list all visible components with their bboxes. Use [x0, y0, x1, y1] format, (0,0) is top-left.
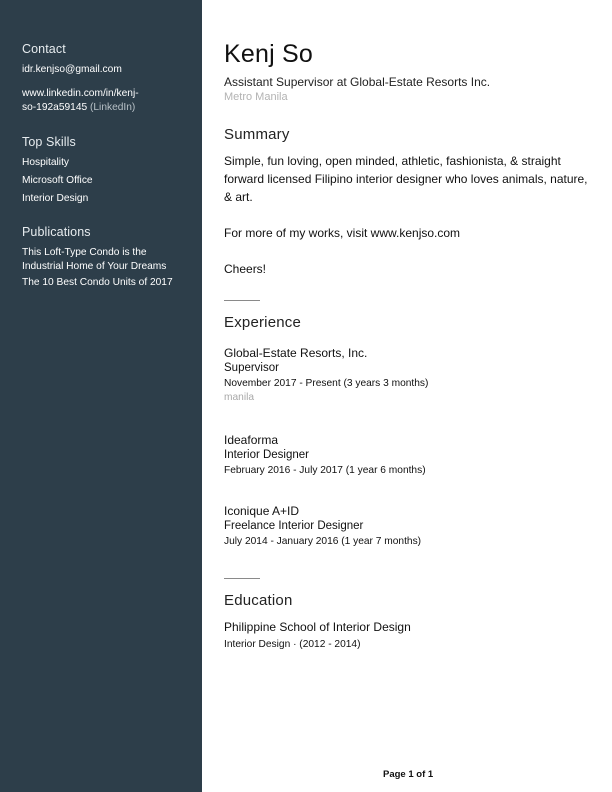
email-link[interactable]: idr.kenjso@gmail.com [22, 64, 122, 75]
section-divider [224, 578, 260, 579]
summary-heading: Summary [224, 126, 290, 143]
linkedin-url-line1: www.linkedin.com/in/kenj- [22, 88, 139, 99]
skill-item: Interior Design [22, 193, 89, 204]
profile-location: Metro Manila [224, 91, 288, 103]
experience-dates: November 2017 - Present (3 years 3 months) [224, 378, 429, 389]
experience-company: Ideaforma [224, 433, 279, 447]
experience-role: Supervisor [224, 362, 279, 374]
sidebar [0, 0, 202, 792]
education-details: Interior Design · (2012 - 2014) [224, 639, 361, 650]
experience-role: Interior Designer [224, 449, 310, 461]
experience-dates: July 2014 - January 2016 (1 year 7 months) [224, 536, 422, 547]
linkedin-url-line2: so-192a59145 [22, 102, 88, 113]
experience-role: Freelance Interior Designer [224, 520, 364, 532]
summary-paragraph: Cheers! [224, 262, 267, 276]
skill-item: Microsoft Office [22, 175, 93, 186]
publication-link[interactable] [22, 246, 192, 274]
profile-headline: Assistant Supervisor at Global-Estate Resorts Inc. [224, 75, 491, 89]
publication-title-line1: This Loft-Type Condo is the [22, 247, 147, 258]
contact-heading: Contact [22, 42, 66, 56]
section-divider [224, 300, 260, 301]
summary-paragraph: For more of my works, visit www.kenjso.com [224, 226, 461, 240]
page-number: Page 1 of 1 [383, 769, 434, 780]
publications-heading: Publications [22, 225, 91, 239]
experience-company: Iconique A+ID [224, 504, 300, 518]
experience-company: Global-Estate Resorts, Inc. [224, 346, 368, 360]
education-school: Philippine School of Interior Design [224, 620, 411, 634]
skill-item: Hospitality [22, 157, 69, 168]
publication-title-line2: Industrial Home of Your Dreams [22, 261, 167, 272]
profile-name: Kenj So [224, 40, 313, 68]
experience-location: manila [224, 392, 255, 403]
linkedin-label: (LinkedIn) [90, 102, 136, 113]
top-skills-heading: Top Skills [22, 135, 76, 149]
linkedin-link[interactable] [22, 87, 192, 115]
summary-paragraph: Simple, fun loving, open minded, athletic, fashionista, & straight forward licensed Filipino interior designer who loves animals, nature, & art. [224, 154, 588, 204]
publication-link[interactable]: The 10 Best Condo Units of 2017 [22, 277, 173, 288]
experience-heading: Experience [224, 314, 302, 331]
experience-dates: February 2016 - July 2017 (1 year 6 months) [224, 465, 426, 476]
education-heading: Education [224, 592, 293, 609]
